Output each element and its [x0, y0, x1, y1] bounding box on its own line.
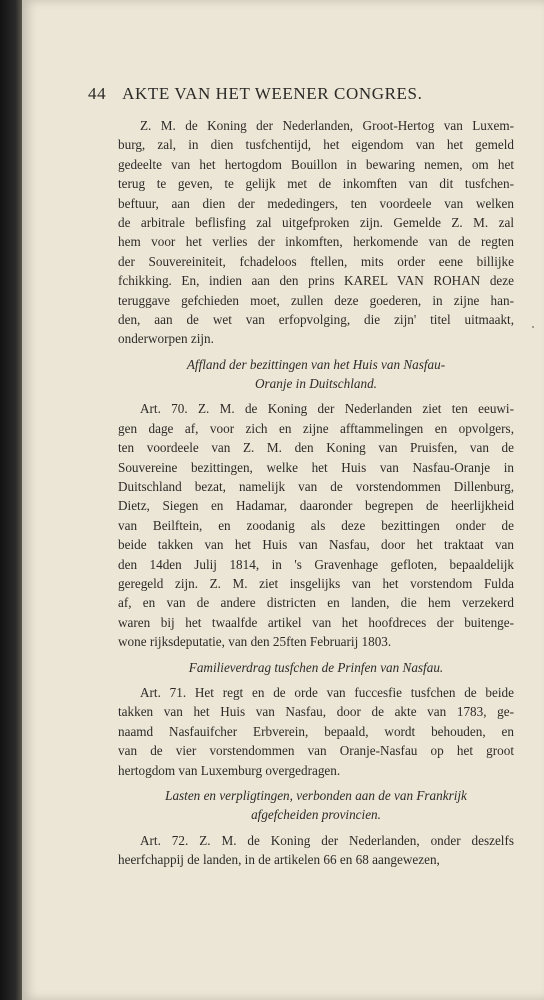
- heading-line: Familieverdrag tusfchen de Prinfen van Nasfau.: [188, 659, 444, 675]
- text-line: burg, zal, in dien tusfchentijd, het eigendom van het gemeld: [118, 137, 514, 153]
- text-line: fchikking. En, indien aan den prins KAREL VAN ROHAN deze: [118, 273, 514, 289]
- text-line: naamd Nasfauifcher Erbverein, bepaald, wordt behouden, en: [118, 723, 514, 739]
- text-line: ten voordeele van Z. M. den Koning van Pruisfen, van de: [118, 440, 514, 456]
- book-spine-shadow: [0, 0, 22, 1000]
- text-line: den 14den Julij 1814, in 's Gravenhage gefloten, bepaaldelijk: [118, 556, 514, 572]
- text-line: waren bij het twaalfde artikel van het hoofdreces der buitenge-: [118, 614, 514, 630]
- section-heading: [118, 780, 514, 831]
- text-line: den, aan de wet van erfopvolging, die zijn' titel uitmaakt,: [118, 311, 514, 327]
- text-line: gedeelte van het hertogdom Bouillon in bewaring nemen, om het: [118, 156, 514, 172]
- text-line: van de vier vorstendommen van Oranje-Nasfau op het groot: [118, 743, 514, 759]
- section-heading: [118, 349, 514, 400]
- text-line: af, en van de andere districten en landen, die hem verzekerd: [118, 595, 514, 611]
- text-line: hertogdom van Luxemburg overgedragen.: [118, 762, 341, 778]
- text-line: beftuur, aan dien der mededingers, ten voordeele van welken: [118, 195, 514, 211]
- heading-line: Oranje in Duitschland.: [255, 376, 377, 392]
- text-line: terug te geven, te gelijk met de inkomften van dit tusfchen-: [118, 176, 514, 192]
- text-line: Art. 71. Het regt en de orde van fuccesfie tusfchen de beide: [140, 684, 514, 700]
- paragraph: [118, 831, 514, 870]
- text-line: wone rijksdeputatie, van den 25ften Februarij 1803.: [118, 634, 392, 650]
- running-header: [88, 84, 468, 110]
- paragraph: [118, 683, 514, 780]
- text-line: Art. 70. Z. M. de Koning der Nederlanden ziet ten eeuwi-: [140, 401, 514, 417]
- text-line: heerfchappij de landen, in de artikelen 66 en 68 aangewezen,: [118, 852, 440, 868]
- text-line: gen dage af, voor zich en zijne afftammelingen en opvolgers,: [118, 420, 514, 436]
- heading-line: afgefcheiden provincien.: [251, 807, 381, 823]
- text-line: Duitschland bezat, namelijk van de vorstendommen Dillenburg,: [118, 479, 514, 495]
- text-line: geregeld zijn. Z. M. ziet insgelijks van het vorstendom Fulda: [118, 575, 514, 591]
- heading-line: Affland der bezittingen van het Huis van Nasfau-: [186, 356, 446, 372]
- text-line: der Souvereiniteit, fchadeloos ftellen, mits order eene billijke: [118, 253, 514, 269]
- text-line: hem voor het verlies der inkomften, herkomende van de regten: [118, 234, 514, 250]
- section-heading: [118, 652, 514, 683]
- paragraph: [118, 399, 514, 651]
- text-line: Dietz, Siegen en Hadamar, daaronder begrepen de heerlijkheid: [118, 498, 514, 514]
- text-line: van Beilftein, en zoodanig als deze bezittingen onder de: [118, 517, 514, 533]
- text-line: teruggave gefchieden moet, zullen deze goederen, in zijne han-: [118, 292, 514, 308]
- running-title: AKTE VAN HET WEENER CONGRES.: [122, 84, 423, 103]
- text-line: Art. 72. Z. M. de Koning der Nederlanden, onder deszelfs: [140, 832, 514, 848]
- paragraph: [118, 116, 514, 349]
- heading-line: Lasten en verpligtingen, verbonden aan de van Frankrijk: [165, 787, 467, 803]
- text-line: takken van het Huis van Nasfau, door de akte van 1783, ge-: [118, 704, 514, 720]
- text-line: onderworpen zijn.: [118, 331, 214, 347]
- text-line: Souvereine bezittingen, welke het Huis van Nasfau-Oranje in: [118, 459, 514, 475]
- text-line: beide takken van het Huis van Nasfau, door het traktaat van: [118, 537, 514, 553]
- text-line: Z. M. de Koning der Nederlanden, Groot-Hertog van Luxem-: [140, 118, 514, 133]
- page-number: 44: [88, 84, 107, 103]
- body-text: [118, 116, 514, 869]
- pencil-mark: [532, 326, 534, 328]
- text-line: de arbitrale beflisfing zal uitgefproken zijn. Gemelde Z. M. zal: [118, 214, 514, 230]
